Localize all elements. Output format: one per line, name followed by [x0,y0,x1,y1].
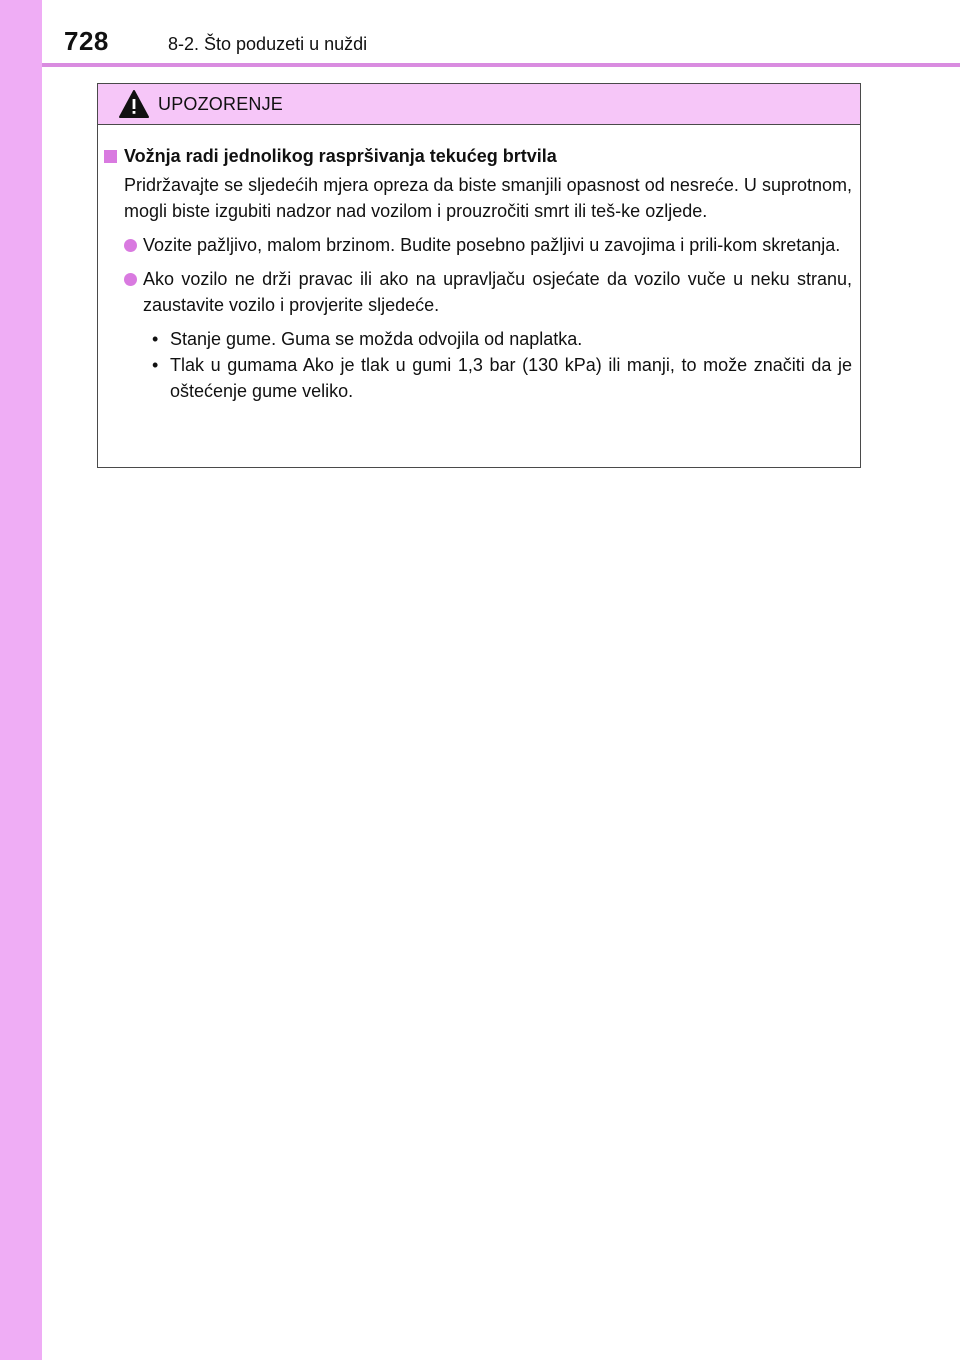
list-item [124,232,852,258]
circle-bullet-icon [124,239,137,252]
list-item [124,266,852,318]
warning-header [98,84,860,125]
warning-box [97,83,861,468]
header-rule [42,63,960,67]
sub-list-item-text: Stanje gume. Guma se možda odvojila od naplatka. [170,329,583,349]
warning-intro: Pridržavajte se sljedećih mjera opreza da biste smanjili opasnost od nesreće. U suprotnom, mogli biste izgubiti nadzor nad vozilom i prouzročiti smrt ili teš-ke ozljede. [124,175,852,221]
dot-bullet-icon: • [152,329,159,349]
warning-triangle-icon [118,89,150,119]
warning-body [98,125,860,404]
page-number: 728 [64,26,109,56]
warning-heading [104,143,852,169]
warning-heading-text: Vožnja radi jednolikog raspršivanja tekućeg brtvila [124,146,557,166]
circle-bullet-icon [124,273,137,286]
list-item-text: Vozite pažljivo, malom brzinom. Budite posebno pažljivi u zavojima i prili-kom skretanja. [143,235,841,255]
section-title: 8-2. Što poduzeti u nuždi [168,34,368,54]
side-band [0,0,42,1360]
dot-bullet-icon: • [152,355,159,375]
warning-title: UPOZORENJE [158,93,284,114]
list-item-text: Ako vozilo ne drži pravac ili ako na upravljaču osjećate da vozilo vuče u neku stranu, zaustavite vozilo i provjerite sljedeće. [143,269,852,315]
square-bullet-icon [104,150,117,163]
sub-list-item [152,326,852,352]
sub-list-item [152,352,852,404]
sub-list-item-text: Tlak u gumama Ako je tlak u gumi 1,3 bar (130 kPa) ili manji, to može značiti da je oštećenje gume veliko. [170,355,852,401]
sub-list [152,326,852,404]
